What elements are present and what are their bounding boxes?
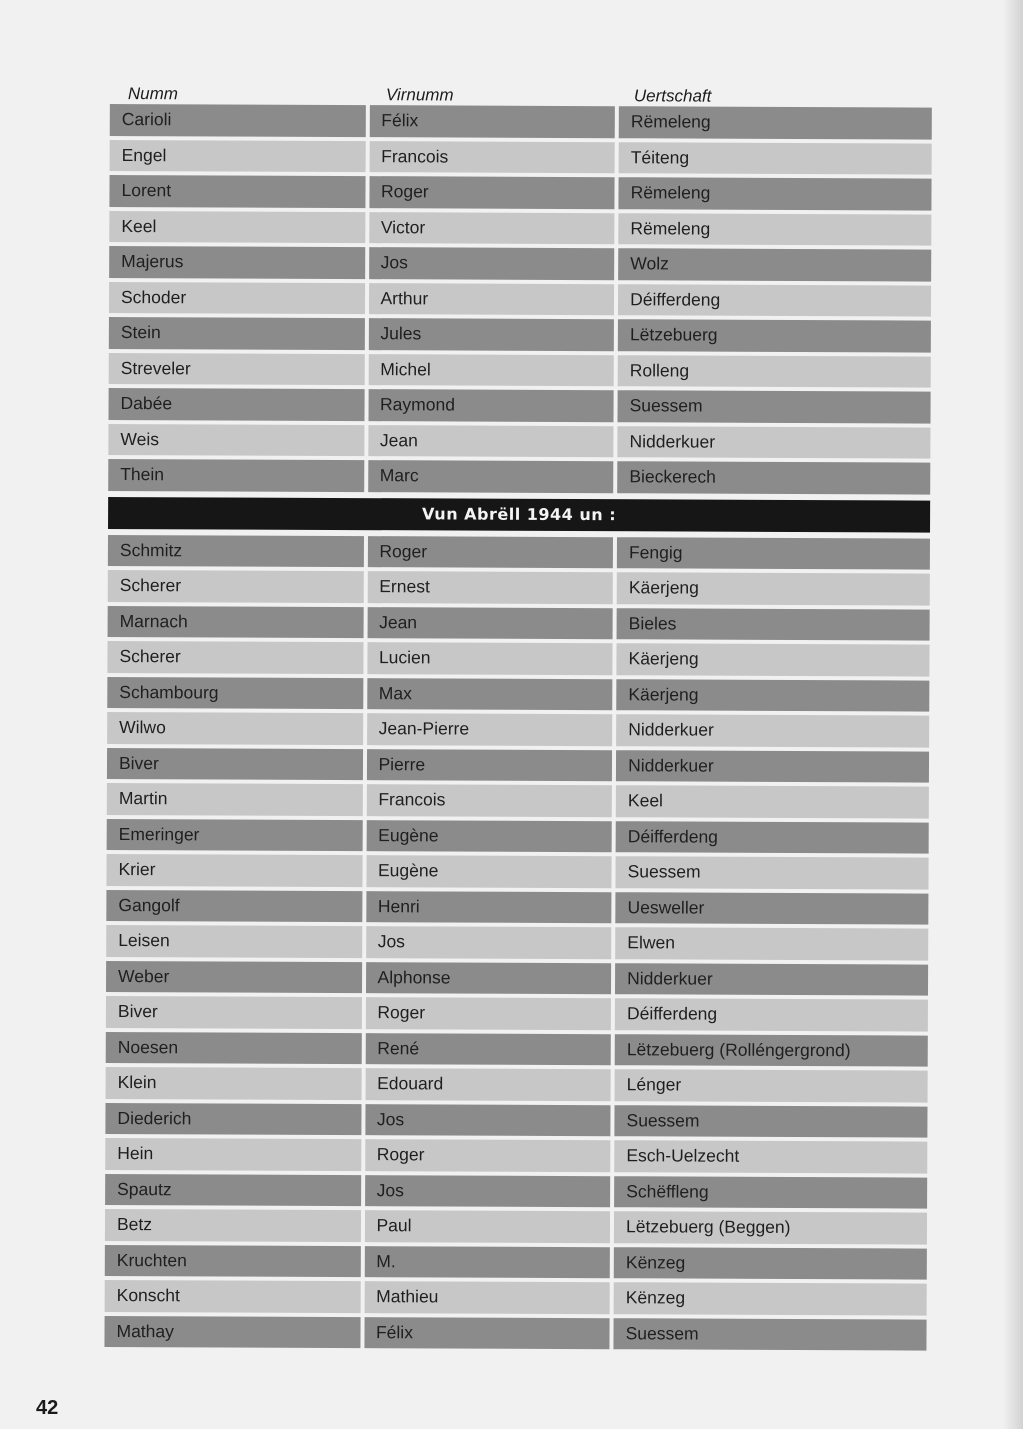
name-cell: Stein [109, 317, 365, 350]
name-cell: Klein [106, 1067, 362, 1100]
first-name-cell: Francois [369, 141, 615, 174]
name-cell: Spautz [105, 1173, 361, 1206]
place-cell: Rolleng [618, 355, 931, 388]
name-cell: Dabée [109, 388, 365, 421]
name-cell: Hein [105, 1138, 361, 1171]
table-row [107, 783, 929, 822]
first-name-cell: Jean-Pierre [367, 713, 613, 746]
first-name-cell: Jos [366, 926, 612, 959]
place-cell: Kënzeg [614, 1247, 927, 1280]
top-rows [108, 104, 932, 498]
first-name-cell: Roger [365, 1139, 611, 1172]
names-table [104, 76, 932, 1355]
place-cell: Déifferdeng [616, 821, 929, 854]
table-row [108, 605, 930, 644]
name-cell: Diederich [105, 1102, 361, 1135]
table-row [107, 818, 929, 857]
first-name-cell: René [365, 1033, 611, 1066]
table-row [110, 139, 932, 178]
place-cell: Rëmeleng [619, 177, 932, 210]
first-name-cell: Ernest [367, 571, 613, 604]
table-row [106, 996, 928, 1035]
first-name-cell: Jos [369, 247, 615, 280]
place-cell: Keel [616, 785, 929, 818]
name-cell: Marnach [108, 605, 364, 638]
first-name-cell: Marc [368, 460, 614, 493]
first-name-cell: Félix [369, 105, 615, 138]
name-cell: Keel [109, 210, 365, 243]
first-name-cell: Jules [368, 318, 614, 351]
first-name-cell: Francois [366, 784, 612, 817]
name-cell: Weis [108, 423, 364, 456]
table-row [106, 960, 928, 999]
first-name-cell: Jean [367, 607, 613, 640]
table-row [107, 747, 929, 786]
first-name-cell: Paul [364, 1210, 610, 1243]
first-name-cell: M. [364, 1246, 610, 1279]
first-name-cell: Jos [365, 1175, 611, 1208]
place-cell: Lëtzebuerg (Beggen) [614, 1211, 927, 1244]
name-cell: Thein [108, 459, 364, 492]
first-name-cell: Edouard [365, 1068, 611, 1101]
section-band: Vun Abrëll 1944 un : [108, 496, 930, 532]
first-name-cell: Alphonse [366, 962, 612, 995]
name-cell: Schoder [109, 281, 365, 314]
name-cell: Streveler [109, 352, 365, 385]
table-row [105, 1244, 927, 1283]
table-row [106, 1031, 928, 1070]
table-row [106, 854, 928, 893]
place-cell: Schëffleng [614, 1176, 927, 1209]
name-cell: Scherer [107, 641, 363, 674]
place-cell: Fengig [617, 537, 930, 570]
first-name-cell: Jos [365, 1104, 611, 1137]
place-cell: Elwen [615, 927, 928, 960]
first-name-cell: Lucien [367, 642, 613, 675]
place-cell: Bieles [617, 608, 930, 641]
place-cell: Nidderkuer [616, 750, 929, 783]
first-name-cell: Max [367, 678, 613, 711]
name-cell: Konscht [105, 1280, 361, 1313]
name-cell: Lorent [109, 175, 365, 208]
place-cell: Suessem [616, 856, 929, 889]
table-row [107, 712, 929, 751]
header-name: Numm [127, 84, 179, 104]
table-row [108, 423, 930, 462]
name-cell: Mathay [104, 1315, 360, 1348]
name-cell: Schmitz [108, 534, 364, 567]
place-cell: Lëtzebuerg [618, 319, 931, 352]
first-name-cell: Eugène [366, 855, 612, 888]
place-cell: Käerjeng [616, 679, 929, 712]
table-row [106, 889, 928, 928]
name-cell: Carioli [110, 104, 366, 137]
place-cell: Rëmeleng [619, 106, 932, 139]
table-row [106, 1067, 928, 1106]
first-name-cell: Roger [369, 176, 615, 209]
name-cell: Noesen [106, 1031, 362, 1064]
name-cell: Engel [110, 139, 366, 172]
first-name-cell: Roger [367, 536, 613, 569]
name-cell: Leisen [106, 925, 362, 958]
table-row [109, 210, 931, 249]
table-row [105, 1173, 927, 1212]
name-cell: Weber [106, 960, 362, 993]
place-cell: Kënzeg [614, 1282, 927, 1315]
place-cell: Suessem [618, 390, 931, 423]
table-row [105, 1209, 927, 1248]
name-cell: Emeringer [107, 818, 363, 851]
page-edge-shadow [1003, 0, 1023, 1429]
first-name-cell: Michel [368, 354, 614, 387]
name-cell: Gangolf [106, 889, 362, 922]
table-row [109, 281, 931, 320]
name-cell: Krier [106, 854, 362, 887]
table-row [106, 925, 928, 964]
name-cell: Scherer [108, 570, 364, 603]
table-row [108, 534, 930, 573]
table-row [108, 459, 930, 498]
name-cell: Majerus [109, 246, 365, 279]
place-cell: Rëmeleng [618, 213, 931, 246]
place-cell: Nidderkuer [616, 714, 929, 747]
table-row [109, 175, 931, 214]
table-row [107, 641, 929, 680]
place-cell: Suessem [614, 1318, 927, 1351]
place-cell: Käerjeng [616, 643, 929, 676]
place-cell: Nidderkuer [615, 963, 928, 996]
table-row [105, 1280, 927, 1319]
first-name-cell: Jean [368, 425, 614, 458]
header-origin: Uertschaft [633, 86, 712, 106]
place-cell: Esch-Uelzecht [614, 1140, 927, 1173]
place-cell: Wolz [618, 248, 931, 281]
name-cell: Betz [105, 1209, 361, 1242]
name-cell: Kruchten [105, 1244, 361, 1277]
place-cell: Bieckerech [617, 461, 930, 494]
name-cell: Martin [107, 783, 363, 816]
place-cell: Uesweller [615, 892, 928, 925]
first-name-cell: Roger [365, 997, 611, 1030]
name-cell: Schambourg [107, 676, 363, 709]
first-name-cell: Henri [366, 891, 612, 924]
table-row [105, 1138, 927, 1177]
place-cell: Lëtzebuerg (Rolléngergrond) [615, 1034, 928, 1067]
page-number: 42 [36, 1397, 59, 1419]
name-cell: Biver [106, 996, 362, 1029]
table-row [105, 1102, 927, 1141]
first-name-cell: Raymond [368, 389, 614, 422]
place-cell: Déifferdeng [618, 284, 931, 317]
table-row [109, 246, 931, 285]
place-cell: Käerjeng [617, 572, 930, 605]
place-cell: Déifferdeng [615, 998, 928, 1031]
table-row [109, 352, 931, 391]
table-row [110, 104, 932, 143]
place-cell: Lénger [615, 1069, 928, 1102]
place-cell: Téiteng [619, 142, 932, 175]
name-cell: Biver [107, 747, 363, 780]
first-name-cell: Victor [369, 212, 615, 245]
bottom-rows [104, 534, 930, 1354]
header-first-name: Virnumm [385, 85, 454, 105]
first-name-cell: Félix [364, 1317, 610, 1350]
table-header [110, 76, 932, 108]
first-name-cell: Mathieu [364, 1281, 610, 1314]
table-row [109, 317, 931, 356]
table-row [104, 1315, 926, 1354]
place-cell: Nidderkuer [617, 426, 930, 459]
first-name-cell: Eugène [366, 820, 612, 853]
table-row [108, 570, 930, 609]
first-name-cell: Arthur [368, 283, 614, 316]
first-name-cell: Pierre [366, 749, 612, 782]
table-row [108, 388, 930, 427]
table-row [107, 676, 929, 715]
name-cell: Wilwo [107, 712, 363, 745]
place-cell: Suessem [614, 1105, 927, 1138]
